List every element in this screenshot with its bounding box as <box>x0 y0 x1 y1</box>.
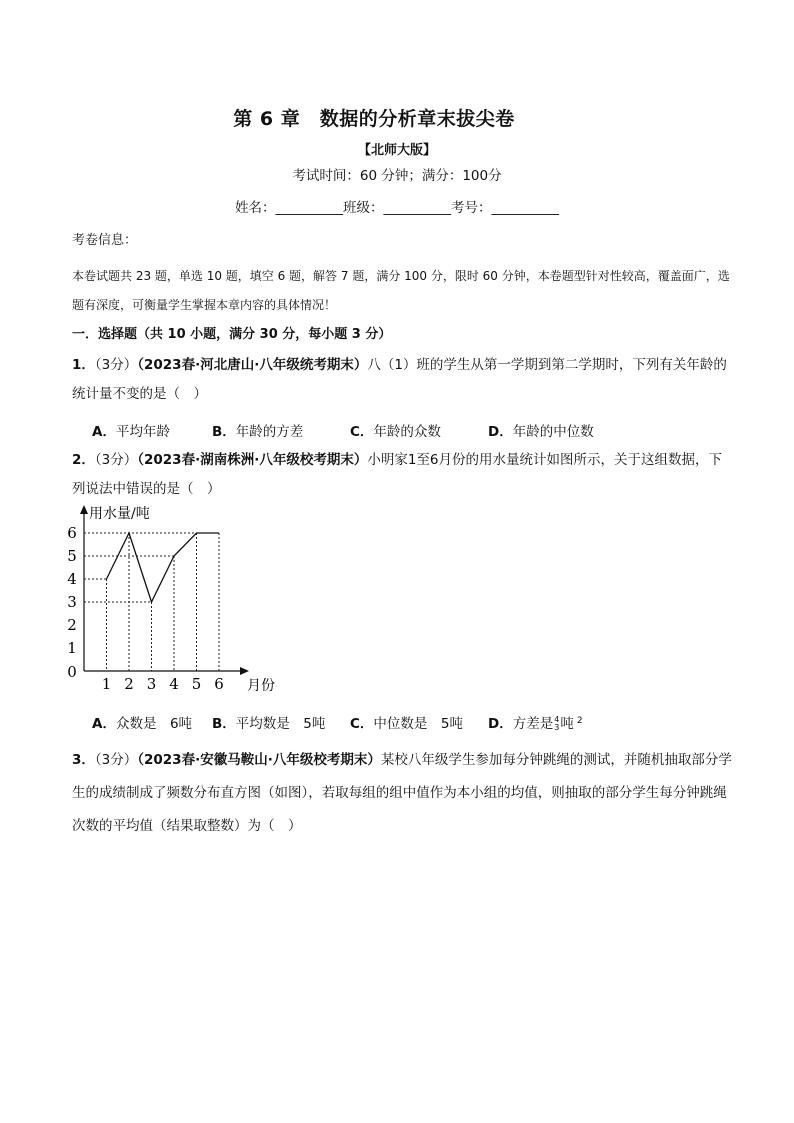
exam-time: 考试时间：60 分钟；满分：100分 <box>292 168 502 184</box>
question-score: （3分） <box>94 357 138 373</box>
y-axis-arrow <box>80 505 88 514</box>
series-line <box>107 533 220 602</box>
question-stem: 某校八年级学生参加每分钟跳绳的测试，并随机抽取部分学生的成绩制成了频数分布直方图（如图），若取每组的组中值作为本小组的均值，则抽取的部分学生每分钟跳绳次数的平均值（结果取整数）为（ ） <box>72 752 732 834</box>
x-tick-label: 5 <box>191 675 202 693</box>
y-tick-label: 5 <box>67 547 77 565</box>
q2-option-a: A．众数是 6吨 <box>92 716 193 732</box>
q2-option-c: C．中位数是 5吨 <box>350 716 464 732</box>
x-axis-title: 月份 <box>247 678 275 694</box>
q1-option-a: A．平均年龄 <box>92 424 170 440</box>
info-body: 本卷试题共 23 题，单选 10 题，填空 6 题，解答 7 题，满分 100 分，限时 60 分钟，本卷题型针对性较高，覆盖面广，选题有深度，可衡量学生掌握本章内容的具体情况！ <box>72 269 730 312</box>
page-title: 第 6 章 数据的分析章末拔尖卷 <box>233 108 515 130</box>
question-3 <box>72 744 732 843</box>
fraction: 4 3 <box>554 715 560 732</box>
y-tick-label: 6 <box>67 524 77 542</box>
y-tick-label: 3 <box>67 593 77 611</box>
question-score: （3分） <box>94 452 138 468</box>
question-stem: 小明家1至6月份的用水量统计如图所示，关于这组数据，下列说法中错误的是（ ） <box>72 452 723 497</box>
x-axis-arrow <box>240 667 249 675</box>
question-number: 1． <box>72 357 95 373</box>
x-tick-label: 3 <box>146 675 157 693</box>
q1-option-b: B．年龄的方差 <box>212 424 304 440</box>
info-heading: 考卷信息： <box>72 233 138 248</box>
y-tick-label: 1 <box>67 639 77 657</box>
question-source: （2023春·湖南株洲·八年级校考期末） <box>137 452 368 468</box>
origin-label: 0 <box>67 663 77 681</box>
y-axis-title: 用水量/吨 <box>89 506 150 522</box>
question-number: 3． <box>72 752 95 768</box>
water-usage-line-chart <box>60 505 280 695</box>
question-source: （2023春·安徽马鞍山·八年级校考期末） <box>137 752 381 768</box>
y-tick-label: 2 <box>67 616 77 634</box>
edition-label: 【北师大版】 <box>357 143 436 158</box>
question-score: （3分） <box>94 752 138 768</box>
q2-option-d: D．方差是 4 3 吨 $^2$ <box>488 715 583 732</box>
x-tick-label: 4 <box>169 675 179 693</box>
question-number: 2． <box>72 452 95 468</box>
question-stem: 八（1）班的学生从第一学期到第二学期时，下列有关年龄的统计量不变的是（ ） <box>72 357 727 402</box>
x-tick-label: 1 <box>101 675 112 693</box>
x-tick-label: 2 <box>124 675 134 693</box>
question-source: （2023春·河北唐山·八年级统考期末） <box>137 357 368 373</box>
q1-option-c: C．年龄的众数 <box>350 424 441 440</box>
section-title: 一．选择题（共 10 小题，满分 30 分，每小题 3 分） <box>72 327 392 342</box>
q2-option-b: B．平均数是 5吨 <box>212 716 326 732</box>
student-info-line: 姓名：__________班级：__________考号：__________ <box>235 200 559 216</box>
q1-option-d: D．年龄的中位数 <box>488 424 594 440</box>
question-1 <box>72 351 732 409</box>
x-tick-label: 6 <box>214 675 224 693</box>
y-tick-label: 4 <box>67 570 77 588</box>
question-2 <box>72 446 732 504</box>
